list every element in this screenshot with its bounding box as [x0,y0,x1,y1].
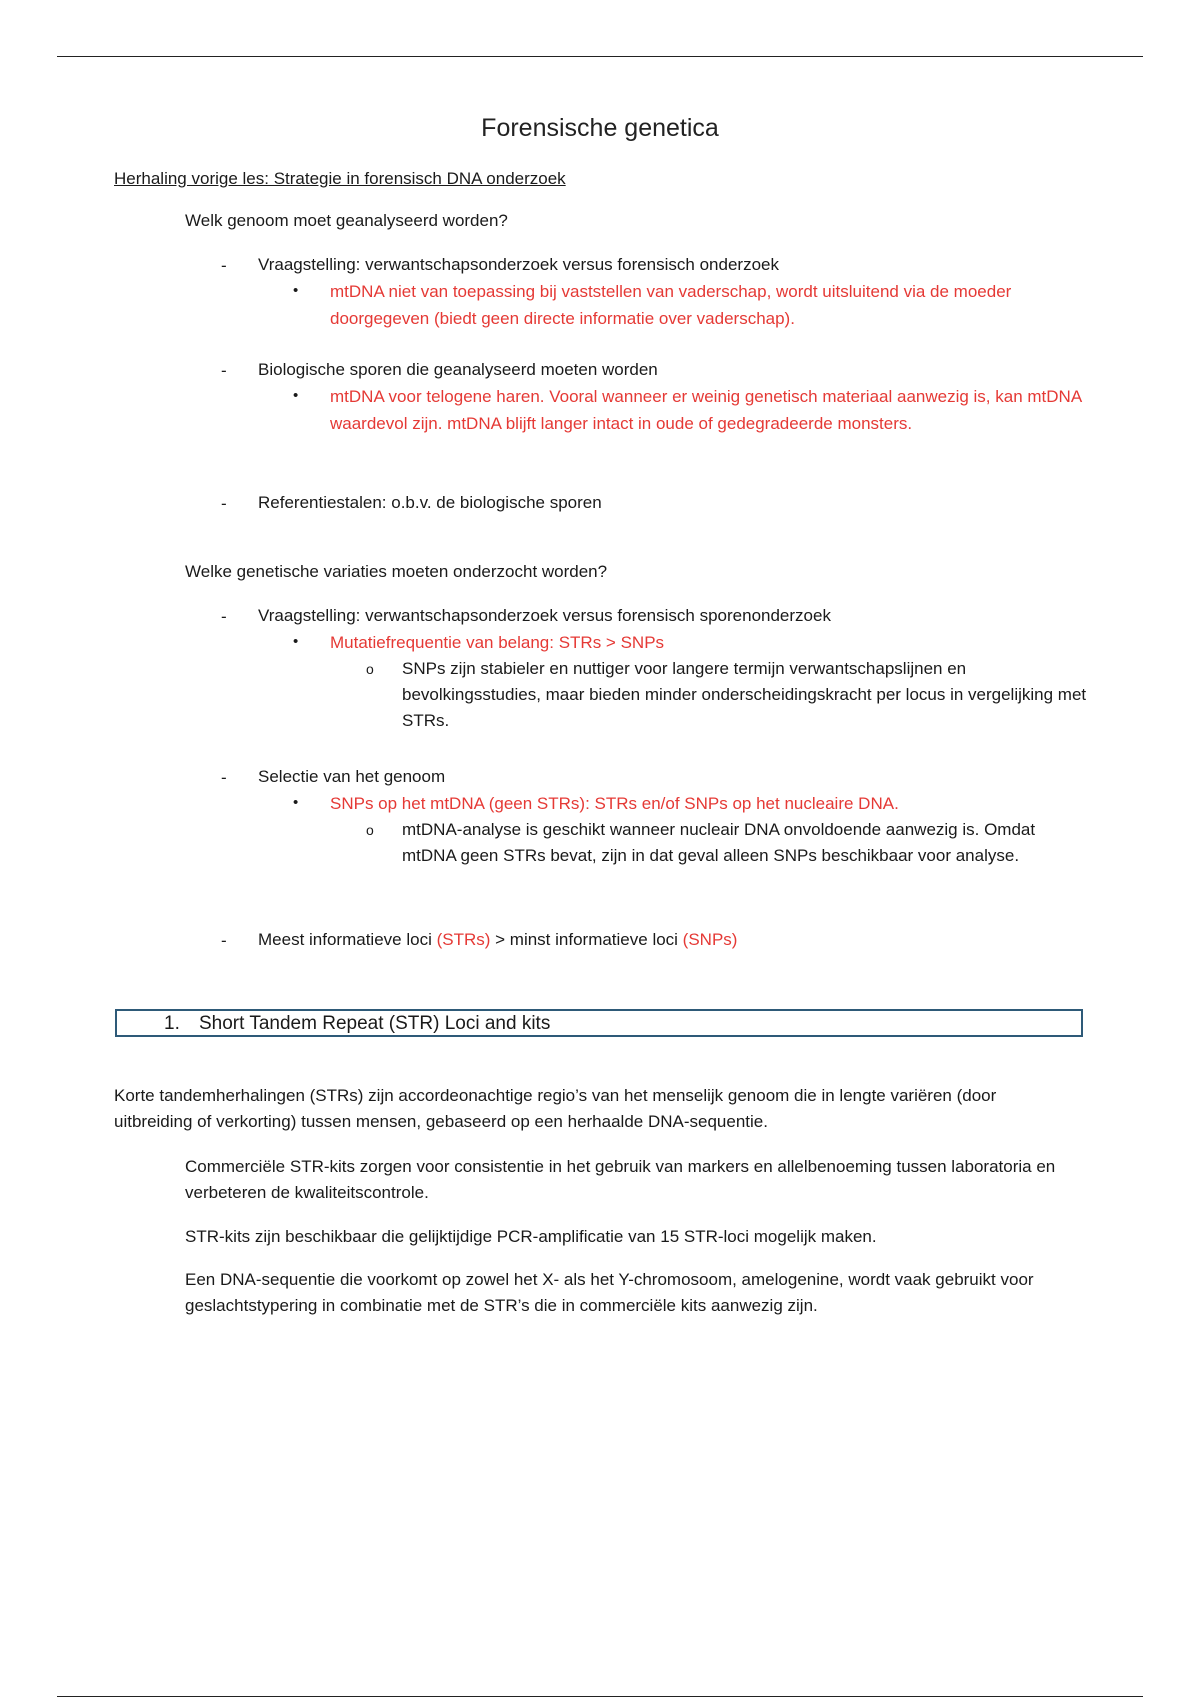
circle-marker: o [366,661,374,677]
dash-marker: - [221,256,227,275]
top-rule [57,56,1143,57]
item-biologische-sporen: Biologische sporen die geanalyseerd moeten worden [258,360,658,379]
question-genome: Welk genoom moet geanalyseerd worden? [185,211,508,230]
question-variaties: Welke genetische variaties moeten onderzocht worden? [185,562,608,581]
bullet-marker: • [293,794,299,811]
note-mtdna-haren: mtDNA voor telogene haren. Vooral wanneer er weinig genetisch materiaal aanwezig is, kan mtDNA waardevol zijn. mtDNA blijft langer intact in oude of gedegradeerde monsters. [330,387,1082,433]
paragraph-amelogenine: Een DNA-sequentie die voorkomt op zowel het X- als het Y-chromosoom, amelogenine, wordt vaak gebruikt voor geslachtstypering in combinatie met de STR’s die in commerciële kits aanwezig zijn. [185,1270,1034,1315]
loci-snps: (SNPs) [682,930,738,949]
bullet-marker: • [293,387,299,404]
paragraph-kits-consistentie: Commerciële STR-kits zorgen voor consistentie in het gebruik van markers en allelbenoeming tussen laboratoria en verbeteren de kwaliteitscontrole. [185,1157,1056,1202]
section-heading: Short Tandem Repeat (STR) Loci and kits [199,1013,551,1034]
item-informatieve-loci [258,927,1098,953]
note-mtdna-analyse: mtDNA-analyse is geschikt wanneer nucleair DNA onvoldoende aanwezig is. Omdat mtDNA geen STRs bevat, zijn in dat geval alleen SNPs beschikbaar voor analyse. [402,820,1036,865]
circle-marker: o [366,822,374,838]
loci-text-a: Meest informatieve loci [258,930,437,949]
intro-paragraph: Korte tandemherhalingen (STRs) zijn accordeonachtige regio’s van het menselijk genoom die in lengte variëren (door uitbreiding of verkorting) tussen mensen, gebaseerd op een herhaalde DNA-sequentie. [114,1086,997,1131]
note-snps-mtdna: SNPs op het mtDNA (geen STRs): STRs en/of SNPs op het nucleaire DNA. [330,794,899,813]
loci-text-c: > minst informatieve loci [490,930,683,949]
section-number: 1. [164,1013,180,1034]
bullet-marker: • [293,282,299,299]
dash-marker: - [221,361,227,380]
page-title: Forensische genetica [481,114,719,142]
item-selectie-genoom: Selectie van het genoom [258,767,446,786]
dash-marker: - [221,494,227,513]
item-vraagstelling: Vraagstelling: verwantschapsonderzoek versus forensisch onderzoek [258,255,779,274]
note-snps-stabieler: SNPs zijn stabieler en nuttiger voor langere termijn verwantschapslijnen en bevolkingsstudies, maar bieden minder onderscheidingskracht per locus in vergelijking met STRs. [402,659,1087,730]
section-subtitle: Herhaling vorige les: Strategie in forensisch DNA onderzoek [114,169,566,188]
note-mtdna-vaderschap: mtDNA niet van toepassing bij vaststellen van vaderschap, wordt uitsluitend via de moeder doorgegeven (biedt geen directe informatie over vaderschap). [330,282,1012,328]
paragraph-kits-pcr: STR-kits zijn beschikbaar die gelijktijdige PCR-amplificatie van 15 STR-loci mogelijk maken. [185,1227,877,1246]
loci-strs: (STRs) [436,930,491,949]
dash-marker: - [221,768,227,787]
note-mutatiefrequentie: Mutatiefrequentie van belang: STRs > SNPs [330,633,665,652]
section-heading-box [115,1009,1083,1037]
dash-marker: - [221,931,227,950]
bullet-marker: • [293,633,299,650]
dash-marker: - [221,607,227,626]
item-referentiestalen: Referentiestalen: o.b.v. de biologische sporen [258,493,602,512]
bottom-rule [57,1696,1143,1697]
item-vraagstelling-sporen: Vraagstelling: verwantschapsonderzoek versus forensisch sporenonderzoek [258,606,831,625]
